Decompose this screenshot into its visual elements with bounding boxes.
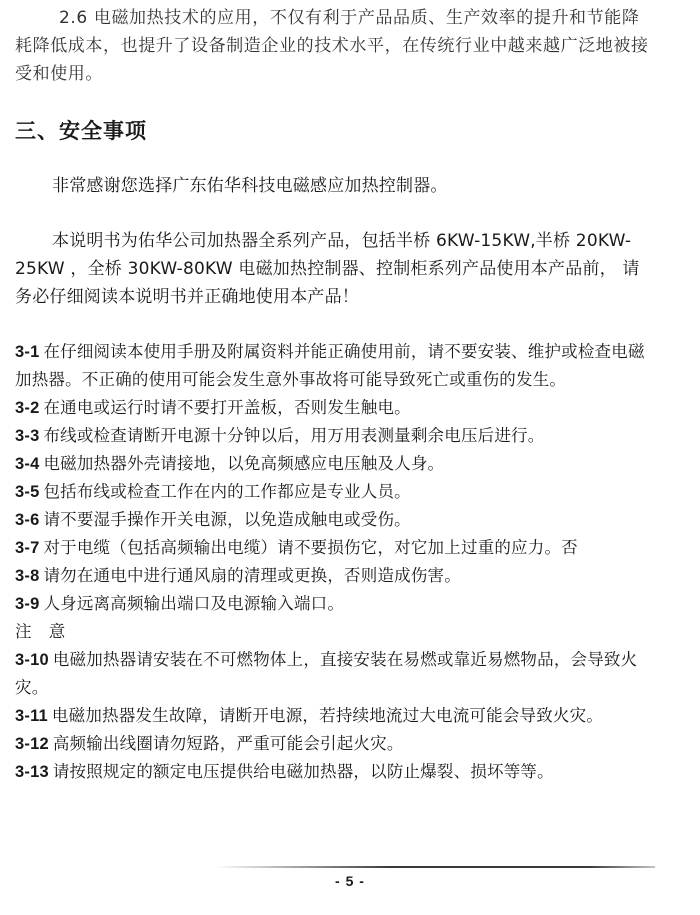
- item-number: 3-8: [15, 567, 40, 585]
- intro-paragraph: 2.6 电磁加热技术的应用，不仅有利于产品品质、生产效率的提升和节能降耗降低成本，也提升了设备制造企业的技术水平，在传统行业中越来越广泛地被接受和使用。: [15, 8, 649, 84]
- note-item: [15, 702, 655, 730]
- item-text: 包括布线或检查工作在内的工作都应是专业人员。: [43, 482, 411, 501]
- item-number: 3-2: [15, 399, 40, 417]
- item-text: 请勿在通电中进行通风扇的清理或更换，否则造成伤害。: [43, 566, 461, 585]
- note-text: 电磁加热器请安装在不可燃物体上，直接安装在易燃或靠近易燃物品，会导致火灾。: [15, 650, 638, 697]
- item-number: 3-4: [15, 455, 40, 473]
- footer-divider: [215, 866, 655, 868]
- item-text: 在仔细阅读本使用手册及附属资料并能正确使用前，请不要安装、维护或检查电磁加热器。不正确的使用可能会发生意外事故将可能导致死亡或重伤的发生。: [15, 342, 645, 389]
- item-number: 3-1: [15, 343, 40, 361]
- item-text: 请不要湿手操作开关电源，以免造成触电或受伤。: [43, 510, 411, 529]
- item-text: 电磁加热器外壳请接地，以免高频感应电压触及人身。: [43, 454, 445, 473]
- safety-item: [15, 506, 655, 534]
- note-title: 注 意: [15, 622, 72, 641]
- note-text: 电磁加热器发生故障，请断开电源，若持续地流过大电流可能会导致火灾。: [51, 706, 604, 725]
- safety-list: [15, 338, 655, 786]
- item-number: 3-5: [15, 483, 40, 501]
- note-number: 3-10: [15, 651, 49, 669]
- note-number: 3-12: [15, 735, 49, 753]
- safety-item: [15, 534, 655, 562]
- section-heading: 三、安全事项: [15, 119, 147, 143]
- safety-item: [15, 478, 655, 506]
- note-number: 3-11: [15, 707, 48, 725]
- safety-item: [15, 450, 655, 478]
- item-number: 3-9: [15, 595, 40, 613]
- safety-item: [15, 422, 655, 450]
- note-text: 高频输出线圈请勿短路，严重可能会引起火灾。: [52, 734, 404, 753]
- item-number: 3-3: [15, 427, 40, 445]
- item-number: 3-6: [15, 511, 40, 529]
- item-number: 3-7: [15, 539, 40, 557]
- scope-paragraph: 本说明书为佑华公司加热器全系列产品，包括半桥 6KW-15KW,半桥 20KW-25KW ，全桥 30KW-80KW 电磁加热控制器、控制柜系列产品使用本产品前， 请务必仔细阅读本说明书并正确地使用本产品！: [15, 231, 640, 307]
- safety-item: [15, 590, 655, 618]
- note-text: 请按照规定的额定电压提供给电磁加热器，以防止爆裂、损坏等等。: [52, 762, 554, 781]
- item-text: 人身远离高频输出端口及电源输入端口。: [43, 594, 345, 613]
- note-item: [15, 758, 655, 786]
- item-text: 布线或检查请断开电源十分钟以后，用万用表测量剩余电压后进行。: [43, 426, 545, 445]
- item-text: 在通电或运行时请不要打开盖板，否则发生触电。: [43, 398, 411, 417]
- safety-item: [15, 338, 655, 394]
- thanks-paragraph: 非常感谢您选择广东佑华科技电磁感应加热控制器。: [52, 176, 448, 196]
- note-item: [15, 730, 655, 758]
- note-item: [15, 646, 655, 702]
- safety-item: [15, 562, 655, 590]
- safety-item: [15, 394, 655, 422]
- page-number: - 5 -: [335, 873, 365, 889]
- note-number: 3-13: [15, 763, 49, 781]
- item-text: 对于电缆（包括高频输出电缆）请不要损伤它，对它加上过重的应力。否: [43, 538, 578, 557]
